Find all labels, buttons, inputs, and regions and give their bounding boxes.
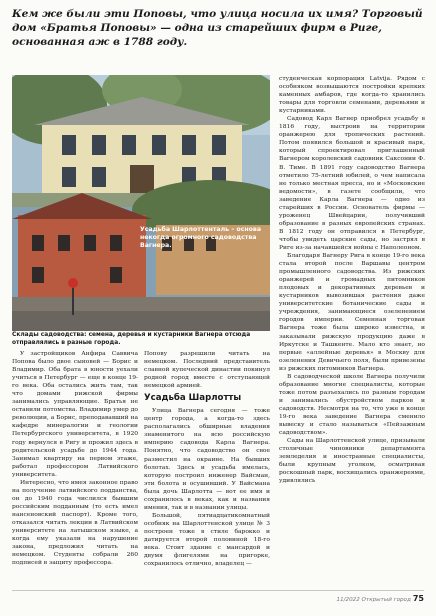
paragraph: Большой, пятиадцатикомнатный особняк на Шарлоттенской улице № 3 построен тоже в стиле барокко и датируется второй половиной 18-го века. Стоит здание с мансардой и двумя флигелями на пригорке, сохранилось отлично, владелец —	[144, 511, 270, 568]
paragraph: студенческая корпорация Latvija. Рядом с особняком возвышаются постройки крепких каменных амбаров, где когда-то хранились товары для торговли семенами, деревьями и кустарниками.	[279, 75, 425, 115]
page-number: 75	[412, 594, 424, 603]
lead-paragraph: Кем же были эти Поповы, что улица носила их имя? Торговый дом «Братья Поповы» — одна из старейших фирм в Риге, основанная аж в 1788 году.	[12, 8, 423, 48]
paragraph: Благодаря Вагнеру Рига в конце 19-го века стала второй после Варшавы центром промышленного садоводства. Из рижских оранжерей и громадных питомников плодовых и декоративных деревьев и кустарников вывозившая растения даже университетские ботанические сады и учреждения, занимающиеся озеленением городов империи. Семенная торговая Вагнера тоже была широко известна, и заказывали рижскую продукцию даже в Иркутске и Ташкенте. Мало кто знает, но первые «аллейные деревья» в Москву для озеленения Девичьего поля, были привезены из рижских питомников Вагнера.	[279, 252, 425, 372]
issue-label: 11/2022 Открытый город	[336, 597, 411, 603]
paragraph: Интересно, что имея законное право на получение латвийского подданства, он до 1940 года числился бывшим российским подданным (то есть имел нансеновский паспорт). Кроме того, отказался читать лекции в Латвийском университете на латышском языке, а когда ему указали на нарушение закона, предложил читать на немецком. Студенты собрали 260 подписей в защиту профессора.	[12, 478, 138, 567]
page-footer	[308, 594, 424, 605]
left-column	[12, 350, 138, 567]
article-photo	[12, 75, 270, 331]
right-column	[279, 75, 425, 485]
paragraph: В садоводческой школе Вагнера получили образование многие специалисты, которые тоже потом разъехались по разным городам и занимались обустройством парков и садоводств. Несмотря на то, что уже в конце 19-го века заведение Вагнера сменило вывеску и стало называться «Пейзажным садоводством».	[279, 372, 425, 437]
footer-rule	[12, 590, 424, 591]
paragraph: Сады на Шарлоттенской улице, призывали столичные чиновники департамента земледелия и иностранные специалисты, были крупным уголком, осматривая роскошный парк, восхищались оранжереями, удивлялись	[279, 437, 425, 485]
photo-illustration	[12, 75, 270, 331]
paragraph: У застройщиков Анфира Саввича Попова было двое сыновей — Борис и Владимир. Оба брата в юности уехали учиться в Петербург — еще в конце 19-го века. Оба остались жить там, так что домами рижской фирмы занимались управляющие. Братья не оставили потомства. Владимир умер до революции, а Борис, преподававший на кафедре минералогии и геологии Петербургского университета, в 1920 году вернулся в Ригу и прожил здесь в родительской усадьбе до 1944 года. Занимал квартиру на первом этаже, работал профессором Латвийского университета.	[12, 350, 138, 478]
paragraph: Улица Вагнера сегодня — тоже центр города, а когда-то здесь располагались обширные владения знаменитого на всю российскую империю садовода Карла Вагнера. Понятно, что садоводство он свое разместил на окраине. На бывших болотах. Здесь и усадьба имелась, которую построил инженер Вайсман, эти болота и осушивший. У Вайсмана была дочь Шарлотта — вот ее имя и сохранилось в веках, как и названия имения, так и в названии улицы.	[144, 407, 270, 511]
paragraph: Садовод Карл Вагнер приобрел усадьбу в 1816 году, выстроив на территории оранжерею для тропических растений. Потом появился большой и красивый парк, который спроектировал приглашенный Вагнером королевский садовник Саксонии Ф. В. Тиме. В 1891 году садоводство Вагнера отметило 75-летний юбилей, о чем написала не только местная пресса, но и «Московские ведомости», в газете сообщили, что заведение Карла Вагнера — одно из старейших в России. Основатель фирмы — уроженец Швейцарии, получивший образование в разных европейских странах. В 1812 году он отправился в Петербург, чтобы увидеть царские сады, но застрял в Риге из-за начавшейся войны с Наполеоном.	[279, 115, 425, 251]
paragraph: Попову разрешили читать на немецком. Последний представитель славной купеческой династии покинул родной город вместе с отступающей немецкой армией.	[144, 350, 270, 390]
photo-inset-caption: Усадьба Шарлоттенталь – основа некогда огромного садоводства Вагнера.	[140, 226, 261, 249]
photo-caption: Склады садоводства: семена, деревья и кустарники Вагнера отсюда отправлялись в разные города.	[12, 332, 251, 346]
middle-column	[144, 350, 270, 568]
section-subheading: Усадьба Шарлотты	[144, 393, 242, 404]
